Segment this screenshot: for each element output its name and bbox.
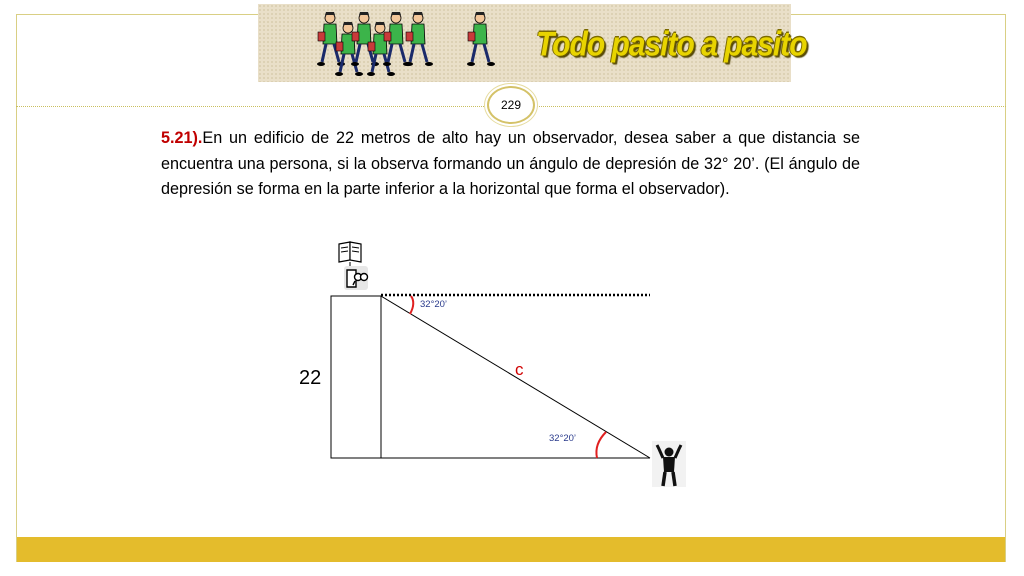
observer-icon — [344, 266, 368, 290]
angle-label-top: 32°20’ — [420, 299, 448, 310]
hypotenuse-label: c — [515, 360, 524, 379]
angle-arc-top — [410, 296, 413, 314]
building — [331, 296, 381, 458]
person-icon — [652, 441, 686, 487]
page-number: 229 — [487, 86, 535, 124]
angle-label-bottom: 32°20’ — [549, 433, 577, 444]
problem-text: En un edificio de 22 metros de alto hay un observador, desea saber a que distancia se encuentra una persona, si la observa formando un ángulo de depresión de 32° 20’. (El ángulo de depresión se forma en la parte inferior a la horizontal que forma el observador). — [161, 129, 860, 198]
banner-title: Todo pasito a pasito — [536, 25, 807, 64]
problem-number: 5.21). — [161, 129, 203, 147]
height-label: 22 — [299, 367, 322, 389]
book-icon — [339, 242, 361, 268]
angle-arc-bottom — [596, 432, 606, 458]
